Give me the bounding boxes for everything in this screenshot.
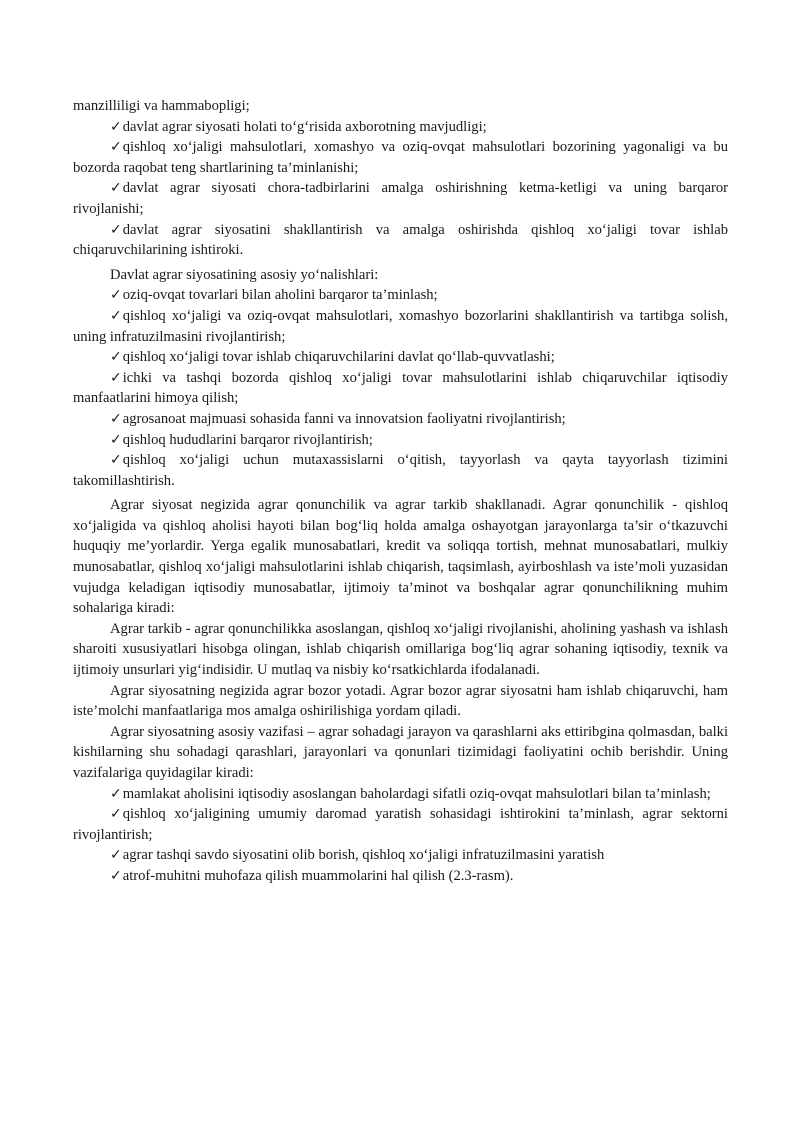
bullet-text: davlat agrar siyosatini shakllantirish va amalga oshirishda qishloq xo‘jaligi tovar ishlab chiqaruvchilarining ishtiroki. <box>73 221 728 259</box>
paragraph <box>73 619 728 681</box>
paragraph <box>73 495 728 619</box>
check-icon: ✓ <box>110 867 122 884</box>
paragraph <box>73 681 728 722</box>
paragraph <box>73 722 728 784</box>
check-icon: ✓ <box>110 369 122 386</box>
check-icon: ✓ <box>110 180 122 197</box>
bullet-item <box>73 306 728 347</box>
bullet-text: agrosanoat majmuasi sohasida fanni va innovatsion faoliyatni rivojlantirish; <box>122 410 566 427</box>
bullet-item <box>73 804 728 845</box>
bullet-item <box>73 220 728 261</box>
bullet-item <box>73 409 728 430</box>
document-page <box>73 96 728 887</box>
check-icon: ✓ <box>110 118 122 135</box>
bullet-item <box>73 178 728 219</box>
bullet-text: qishloq xo‘jaligi va oziq-ovqat mahsulotlari, xomashyo bozorlarini shakllantirish va tartibga solish, uning infratuzilmasini rivojlantirish; <box>73 307 728 345</box>
paragraph-text: Agrar siyosatning negizida agrar bozor yotadi. Agrar bozor agrar siyosatni ham ishlab chiqaruvchi, ham iste’molchi manfaatlariga mos amalga oshirilishiga yordam qiladi. <box>73 682 728 720</box>
bullet-text: ichki va tashqi bozorda qishloq xo‘jaligi tovar mahsulotlarini ishlab chiqaruvchilar iqtisodiy manfaatlarini himoya qilish; <box>73 369 728 407</box>
paragraph-text: Davlat agrar siyosatining asosiy yo‘nalishlari: <box>110 266 379 283</box>
bullet-item <box>73 347 728 368</box>
bullet-text: qishloq xo‘jaligi mahsulotlari, xomashyo va oziq-ovqat mahsulotlari bozorining yagonaligi va bu bozorda raqobat teng shartlarining ta’minlanishi; <box>73 139 728 176</box>
check-icon: ✓ <box>110 785 122 802</box>
paragraph-text: Agrar siyosatning asosiy vazifasi – agrar sohadagi jarayon va qarashlarni aks ettiribgina qolmasdan, balki kishilarning shu sohadagi qarashlari, jarayonlari va qonunlari tizimidagi faoliyatini ochib berishdir. Uning vazifalariga quyidagilar kiradi: <box>73 723 728 781</box>
bullet-item <box>73 368 728 409</box>
check-icon: ✓ <box>110 847 122 864</box>
bullet-text: qishloq xo‘jaligining umumiy daromad yaratish sohasidagi ishtirokini ta’minlash, agrar sektorni rivojlantirish; <box>73 806 728 843</box>
bullet-text: mamlakat aholisini iqtisodiy asoslangan baholardagi sifatli oziq-ovqat mahsulotlari bilan ta’minlash; <box>122 785 711 802</box>
bullet-text: davlat agrar siyosati holati to‘g‘risida axborotning mavjudligi; <box>122 118 487 135</box>
bullet-item <box>73 285 728 306</box>
check-icon: ✓ <box>110 139 122 156</box>
check-icon: ✓ <box>110 221 122 238</box>
check-icon: ✓ <box>110 287 122 304</box>
paragraph-text: Agrar siyosat negizida agrar qonunchilik va agrar tarkib shakllanadi. Agrar qonunchilik - qishloq xo‘jaligida va qishloq aholisi hayoti bilan bog‘liq holda amalga oshayotgan jarayonlarga ta’sir o‘tkazuvchi huquqiy me’yorlardir. Yerga egalik munosabatlari, kredit va soliqqa tortish, mehnat munosabatlari, mulkiy munosabatlar, qishloq xo‘jaligi mahsulotlarini ishlab chiqarish, taqsimlash, ayirboshlash va iste’moli yuzasidan vujudga keladigan iqtisodiy munosabatlar, ijtimoiy ta’minot va boshqalar agrar qonunchilikning muhim sohalariga kiradi: <box>73 497 728 617</box>
check-icon: ✓ <box>110 452 122 469</box>
bullet-item <box>73 784 728 805</box>
bullet-item <box>73 845 728 866</box>
check-icon: ✓ <box>110 806 122 823</box>
paragraph <box>73 265 728 286</box>
check-icon: ✓ <box>110 410 122 427</box>
bullet-item <box>73 430 728 451</box>
bullet-text: atrof-muhitni muhofaza qilish muammolarini hal qilish (2.3-rasm). <box>122 867 514 884</box>
bullet-text: davlat agrar siyosati chora-tadbirlarini amalga oshirishning ketma-ketligi va uning barqaror rivojlanishi; <box>73 180 728 217</box>
bullet-text: qishloq xo‘jaligi tovar ishlab chiqaruvchilarini davlat qo‘llab-quvvatlashi; <box>122 349 555 366</box>
check-icon: ✓ <box>110 349 122 366</box>
paragraph <box>73 96 728 117</box>
check-icon: ✓ <box>110 431 122 448</box>
bullet-item <box>73 450 728 491</box>
paragraph-text: manzilliligi va hammabopligi; <box>73 98 250 114</box>
bullet-text: qishloq hududlarini barqaror rivojlantirish; <box>122 431 373 448</box>
bullet-item <box>73 117 728 138</box>
bullet-text: oziq-ovqat tovarlari bilan aholini barqaror ta’minlash; <box>122 287 438 304</box>
bullet-item <box>73 137 728 178</box>
check-icon: ✓ <box>110 307 122 324</box>
bullet-text: qishloq xo‘jaligi uchun mutaxassislarni o‘qitish, tayyorlash va qayta tayyorlash tizimini takomillashtirish. <box>73 452 728 489</box>
bullet-item <box>73 866 728 887</box>
bullet-text: agrar tashqi savdo siyosatini olib borish, qishloq xo‘jaligi infratuzilmasini yaratish <box>122 847 605 864</box>
paragraph-text: Agrar tarkib - agrar qonunchilikka asoslangan, qishloq xo‘jaligi rivojlanishi, aholining yashash va ishlash sharoiti xususiyatlari hisobga olingan, ishlab chiqarish omillariga bog‘liq agrar sohaning iqtisodiy, texnik va ijtimoiy unsurlari yig‘indisidir. U mutlaq va nisbiy ko‘rsatkichlarda ifodalanadi. <box>73 620 728 679</box>
